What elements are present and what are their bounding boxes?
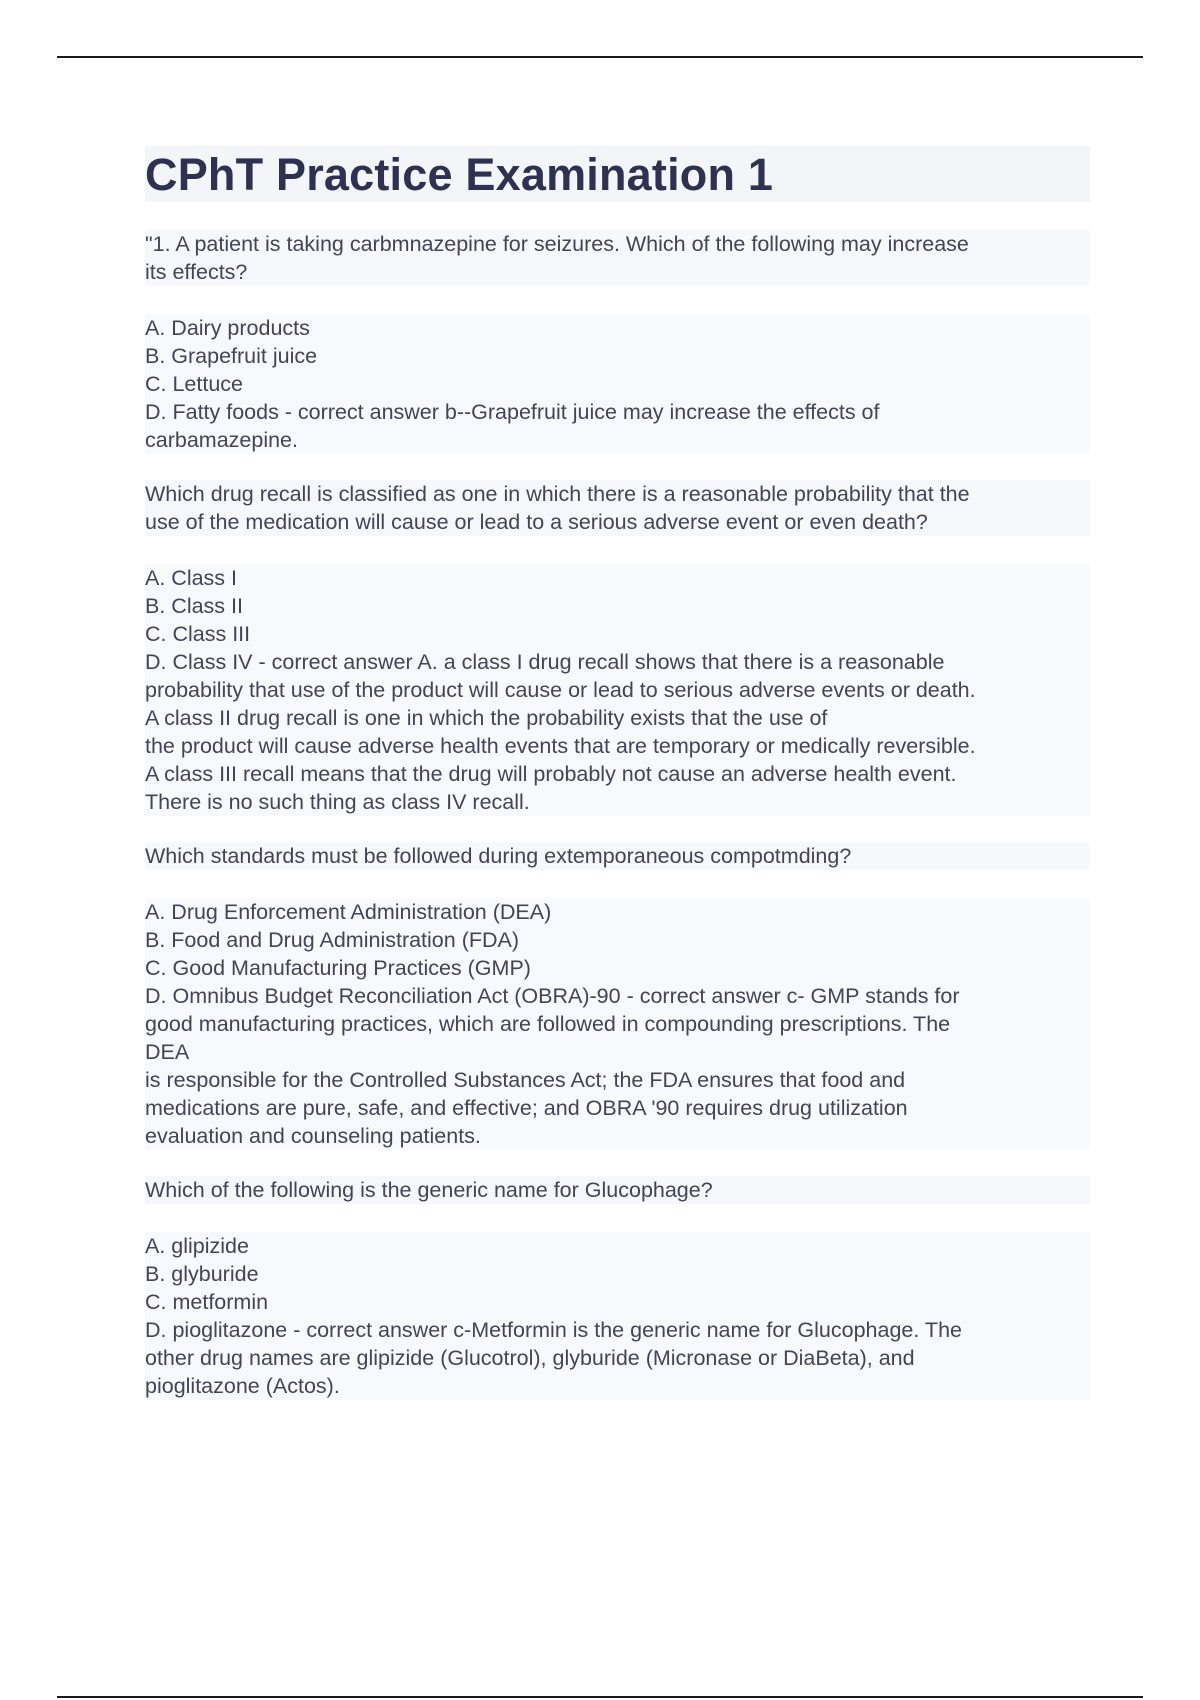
option-line: A. Class I bbox=[145, 564, 1090, 592]
option-line: D. Omnibus Budget Reconciliation Act (OBRA)-90 - correct answer c- GMP stands for bbox=[145, 982, 1090, 1010]
question-block bbox=[145, 230, 1090, 454]
question-block bbox=[145, 1176, 1090, 1400]
option-line: C. Lettuce bbox=[145, 370, 1090, 398]
title-band bbox=[145, 146, 1090, 202]
option-line: C. Class III bbox=[145, 620, 1090, 648]
option-line: A. Drug Enforcement Administration (DEA) bbox=[145, 898, 1090, 926]
option-line: A class II drug recall is one in which the probability exists that the use of bbox=[145, 704, 1090, 732]
option-line: pioglitazone (Actos). bbox=[145, 1372, 1090, 1400]
option-line: C. metformin bbox=[145, 1288, 1090, 1316]
document-body bbox=[145, 146, 1090, 1400]
option-line: B. glyburide bbox=[145, 1260, 1090, 1288]
top-rule bbox=[57, 56, 1143, 58]
option-line: carbamazepine. bbox=[145, 426, 1090, 454]
option-line: other drug names are glipizide (Glucotrol), glyburide (Micronase or DiaBeta), and bbox=[145, 1344, 1090, 1372]
option-line: B. Food and Drug Administration (FDA) bbox=[145, 926, 1090, 954]
option-line: medications are pure, safe, and effective; and OBRA '90 requires drug utilization bbox=[145, 1094, 1090, 1122]
option-line: DEA bbox=[145, 1038, 1090, 1066]
option-line: D. Fatty foods - correct answer b--Grapefruit juice may increase the effects of bbox=[145, 398, 1090, 426]
option-line: the product will cause adverse health events that are temporary or medically reversible. bbox=[145, 732, 1090, 760]
prompt-line: Which of the following is the generic name for Glucophage? bbox=[145, 1178, 713, 1202]
option-line: is responsible for the Controlled Substances Act; the FDA ensures that food and bbox=[145, 1066, 1090, 1094]
option-line: probability that use of the product will cause or lead to serious adverse events or death. bbox=[145, 676, 1090, 704]
question-block bbox=[145, 480, 1090, 816]
option-line: B. Class II bbox=[145, 592, 1090, 620]
answer-options bbox=[145, 898, 1090, 1150]
option-line: D. pioglitazone - correct answer c-Metformin is the generic name for Glucophage. The bbox=[145, 1316, 1090, 1344]
option-line: A. Dairy products bbox=[145, 314, 1090, 342]
question-prompt bbox=[145, 230, 1090, 286]
option-line: evaluation and counseling patients. bbox=[145, 1122, 1090, 1150]
answer-options bbox=[145, 1232, 1090, 1400]
prompt-line: Which standards must be followed during extemporaneous compotmding? bbox=[145, 844, 852, 868]
option-line: B. Grapefruit juice bbox=[145, 342, 1090, 370]
question-block bbox=[145, 842, 1090, 1150]
option-line: There is no such thing as class IV recall. bbox=[145, 788, 1090, 816]
question-prompt bbox=[145, 1176, 1090, 1204]
prompt-line: Which drug recall is classified as one in which there is a reasonable probability that the bbox=[145, 482, 970, 506]
bottom-rule bbox=[57, 1696, 1143, 1698]
question-prompt bbox=[145, 480, 1090, 536]
question-prompt bbox=[145, 842, 1090, 870]
prompt-line: "1. A patient is taking carbmnazepine for seizures. Which of the following may increase bbox=[145, 232, 969, 256]
page-title: CPhT Practice Examination 1 bbox=[145, 148, 774, 200]
option-line: D. Class IV - correct answer A. a class I drug recall shows that there is a reasonable bbox=[145, 648, 1090, 676]
answer-options bbox=[145, 314, 1090, 454]
option-line: A. glipizide bbox=[145, 1232, 1090, 1260]
answer-options bbox=[145, 564, 1090, 816]
prompt-line: its effects? bbox=[145, 260, 248, 284]
option-line: C. Good Manufacturing Practices (GMP) bbox=[145, 954, 1090, 982]
option-line: A class III recall means that the drug will probably not cause an adverse health event. bbox=[145, 760, 1090, 788]
option-line: good manufacturing practices, which are followed in compounding prescriptions. The bbox=[145, 1010, 1090, 1038]
prompt-line: use of the medication will cause or lead to a serious adverse event or even death? bbox=[145, 510, 928, 534]
